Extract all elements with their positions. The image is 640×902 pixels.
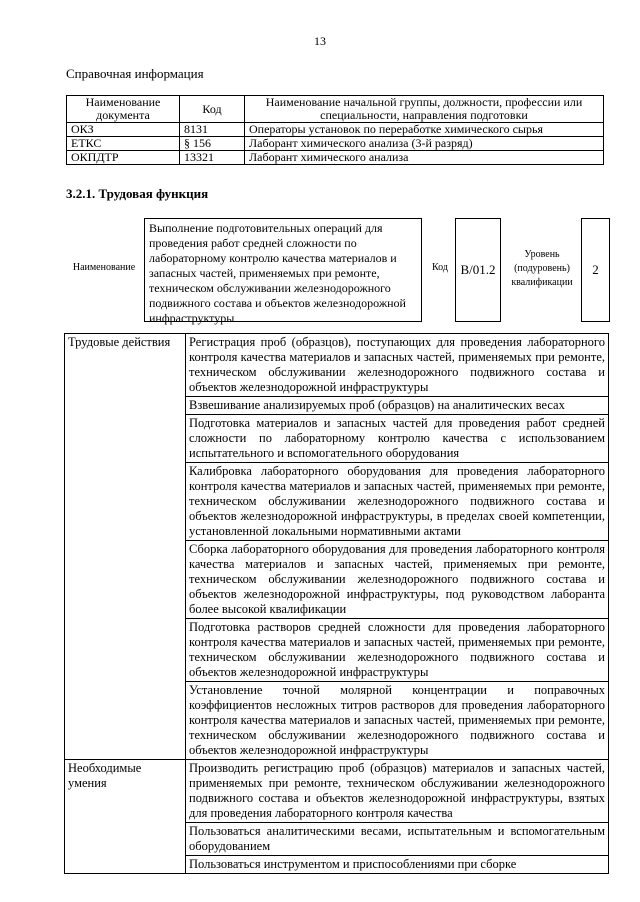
table-row xyxy=(67,151,604,165)
action-item: Подготовка растворов средней сложности для проведения лабораторного контроля качества материалов и запасных частей, применяемых при ремонте, техническом обслуживании железнодорожного подвижного состава и объектов железнодорожной инфраструктуры xyxy=(186,619,609,682)
reference-table xyxy=(66,95,604,165)
page-number: 13 xyxy=(314,34,326,48)
function-code-label: Код xyxy=(432,262,448,273)
actions-label: Трудовые действия xyxy=(65,334,186,760)
row-name: Лаборант химического анализа xyxy=(245,151,604,165)
column-header-name: Наименование начальной группы, должности, профессии или специальности, направления подготовки xyxy=(245,96,604,123)
action-item: Взвешивание анализируемых проб (образцов) на аналитических весах xyxy=(186,397,609,415)
table-header-row xyxy=(67,96,604,123)
skill-item: Пользоваться аналитическими весами, испытательным и вспомогательным оборудованием xyxy=(186,823,609,856)
qualification-level: 2 xyxy=(581,218,610,322)
row-code: 8131 xyxy=(180,123,245,137)
row-code: 13321 xyxy=(180,151,245,165)
column-header-code: Код xyxy=(180,96,245,123)
table-row xyxy=(65,760,609,823)
skill-item: Производить регистрацию проб (образцов) материалов и запасных частей, применяемых при ремонте, техническом обслуживании железнодорожного подвижного состава и объектов железнодорожной инфраструктуры, взятых для проведения лабораторного контроля качества xyxy=(186,760,609,823)
row-document: ЕТКС xyxy=(67,137,180,151)
table-row xyxy=(65,334,609,397)
function-code: B/01.2 xyxy=(455,218,501,322)
skills-label: Необходимые умения xyxy=(65,760,186,874)
qualification-level-label: Уровень (подуровень) квалификации xyxy=(511,249,573,288)
table-row xyxy=(67,123,604,137)
action-item: Установление точной молярной концентрации и поправочных коэффициентов несложных титров растворов для проведения лабораторного контроля качества материалов и запасных частей, применяемых при ремонте, техническом обслуживании железнодорожного подвижного состава и объектов железнодорожной инфраструктуры xyxy=(186,682,609,760)
row-name: Операторы установок по переработке химического сырья xyxy=(245,123,604,137)
action-item: Калибровка лабораторного оборудования для проведения лабораторного контроля качества материалов и запасных частей, применяемых при ремонте, техническом обслуживании железнодорожного подвижного состава и объектов железнодорожной инфраструктуры, в пределах своей компетенции, установленной локальными нормативными актами xyxy=(186,463,609,541)
reference-title: Справочная информация xyxy=(66,66,204,81)
row-code: § 156 xyxy=(180,137,245,151)
action-item: Сборка лабораторного оборудования для проведения лабораторного контроля качества материалов и запасных частей, применяемых при ремонте, техническом обслуживании железнодорожного подвижного состава и объектов железнодорожной инфраструктуры, под руководством лаборанта более высокой квалификации xyxy=(186,541,609,619)
section-title: 3.2.1. Трудовая функция xyxy=(66,186,209,201)
column-header-document: Наименование документа xyxy=(67,96,180,123)
row-document: ОКЗ xyxy=(67,123,180,137)
row-name: Лаборант химического анализа (3-й разряд) xyxy=(245,137,604,151)
action-item: Регистрация проб (образцов), поступающих для проведения лабораторного контроля качества материалов и запасных частей, применяемых при ремонте, техническом обслуживании железнодорожного подвижного состава и объектов железнодорожной инфраструктуры xyxy=(186,334,609,397)
table-row xyxy=(67,137,604,151)
action-item: Подготовка материалов и запасных частей для проведения работ средней сложности по лабораторному контролю качества с использованием испытательного и вспомогательного оборудования xyxy=(186,415,609,463)
function-details-table xyxy=(64,333,609,874)
row-document: ОКПДТР xyxy=(67,151,180,165)
function-name: Выполнение подготовительных операций для проведения работ средней сложности по лабораторному контролю качества материалов и запасных частей, применяемых при ремонте, техническом обслуживании железнодорожного подвижного состава и объектов железнодорожной инфраструктуры xyxy=(144,218,422,322)
skill-item: Пользоваться инструментом и приспособлениями при сборке xyxy=(186,856,609,874)
function-name-label: Наименование xyxy=(72,262,136,273)
